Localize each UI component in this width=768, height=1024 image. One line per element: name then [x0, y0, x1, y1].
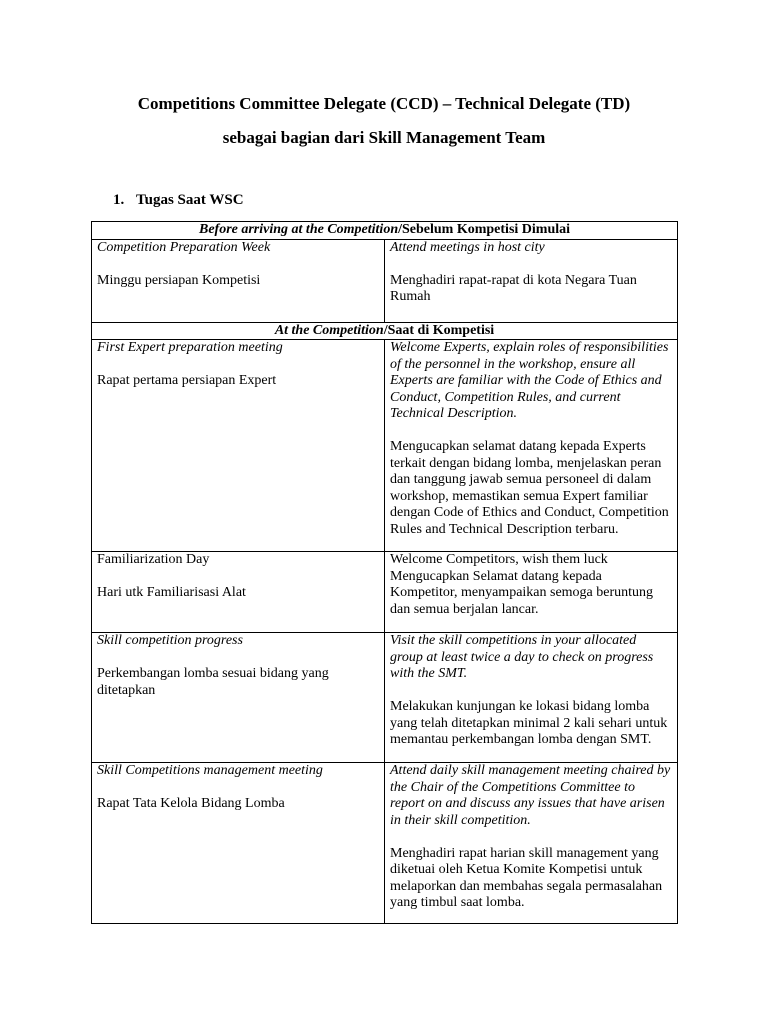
table-row — [92, 633, 678, 763]
duties-table — [91, 221, 678, 924]
activity-en: Skill Competitions management meeting — [97, 763, 323, 778]
duty-id: Menghadiri rapat-rapat di kota Negara Tuan Rumah — [390, 272, 637, 304]
duty-en: Attend meetings in host city — [390, 239, 545, 255]
header-at-competition — [92, 322, 678, 340]
activity-en: Familiarization Day — [97, 552, 210, 567]
duty-cell — [385, 552, 678, 633]
duty-cell — [385, 763, 678, 924]
duty-en: Visit the skill competitions in your allocated group at least twice a day to check on progress with the SMT. — [390, 633, 654, 681]
header-before-competition-id: /Sebelum Kompetisi Dimulai — [398, 222, 571, 237]
activity-en: First Expert preparation meeting — [97, 340, 283, 355]
duty-id: Mengucapkan Selamat datang kepada Kompetitor, menyampaikan semoga beruntung dan semua berjalan lancar. — [390, 568, 654, 617]
document-title-line-2: sebagai bagian dari Skill Management Team — [222, 128, 546, 147]
duty-id: Melakukan kunjungan ke lokasi bidang lomba yang telah ditetapkan minimal 2 kali sehari untuk memantau perkembangan lomba dengan SMT. — [390, 699, 668, 747]
duty-en: Attend daily skill management meeting chaired by the Chair of the Competitions Committee to report on and discuss any issues that have arisen in their skill competition. — [390, 763, 671, 828]
section-label: Tugas Saat WSC — [136, 192, 244, 208]
duty-id: Mengucapkan selamat datang kepada Experts terkait dengan bidang lomba, menjelaskan peran dan tanggung jawab semua personeel di dalam workshop, memastikan semua Expert familiar dengan Code of Ethics and Conduct, Competition Rules and Technical Description terbaru. — [390, 439, 669, 537]
activity-cell — [92, 633, 385, 763]
activity-cell — [92, 239, 385, 322]
table-row — [92, 239, 678, 322]
section-number: 1. — [113, 192, 125, 208]
document-title-line-1: Competitions Committee Delegate (CCD) – Technical Delegate (TD) — [137, 94, 631, 113]
section-heading — [113, 191, 244, 209]
header-at-competition-id: /Saat di Kompetisi — [383, 322, 495, 338]
header-before-competition-en: Before arriving at the Competition — [198, 222, 399, 237]
activity-id: Perkembangan lomba sesuai bidang yang ditetapkan — [97, 666, 329, 698]
activity-en: Competition Preparation Week — [97, 239, 271, 255]
activity-cell — [92, 552, 385, 633]
activity-id: Hari utk Familiarisasi Alat — [97, 585, 246, 600]
activity-cell — [92, 340, 385, 552]
table-header-row — [92, 222, 678, 240]
duty-en: Welcome Competitors, wish them luck — [390, 552, 608, 567]
header-at-competition-en: At the Competition — [274, 322, 384, 338]
activity-cell — [92, 763, 385, 924]
activity-id: Minggu persiapan Kompetisi — [97, 272, 261, 288]
table-header-row — [92, 322, 678, 340]
activity-id: Rapat Tata Kelola Bidang Lomba — [97, 796, 285, 811]
activity-id: Rapat pertama persiapan Expert — [97, 373, 277, 388]
duty-id: Menghadiri rapat harian skill management yang diketuai oleh Ketua Komite Kompetisi untuk melaporkan dan membahas segala permasalahan yang timbul saat lomba. — [390, 845, 663, 910]
duty-cell — [385, 239, 678, 322]
table-row — [92, 763, 678, 924]
activity-en: Skill competition progress — [97, 633, 243, 648]
duty-cell — [385, 340, 678, 552]
header-before-competition — [92, 222, 678, 240]
table-row — [92, 552, 678, 633]
duty-cell — [385, 633, 678, 763]
duty-en: Welcome Experts, explain roles of responsibilities of the personnel in the workshop, ensure all Experts are familiar with the Code of Ethics and Conduct, Competition Rules, and current Technical Description. — [390, 340, 669, 421]
table-row — [92, 340, 678, 552]
